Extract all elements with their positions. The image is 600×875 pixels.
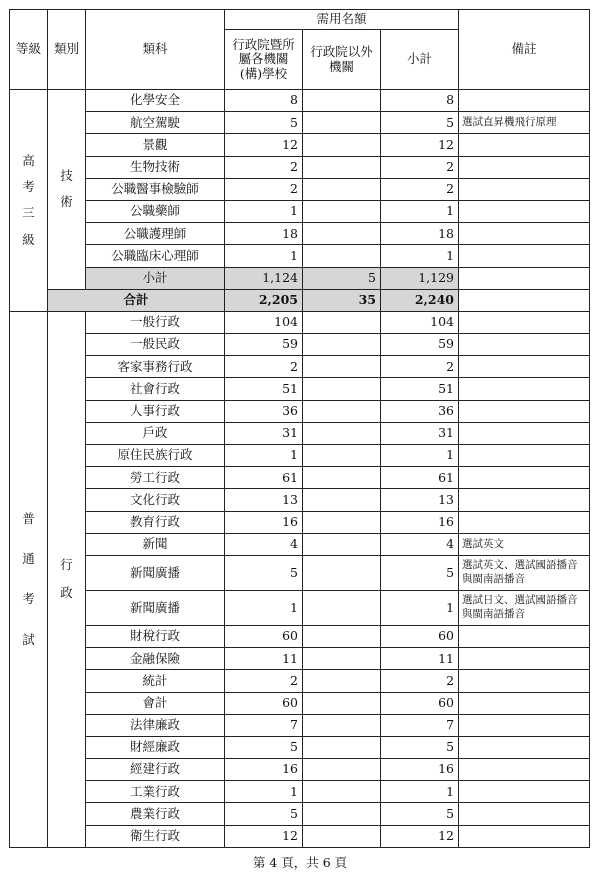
exec-count-cell: 59 (225, 334, 303, 356)
level-cell (10, 311, 48, 847)
subtotal-cell: 5 (381, 736, 459, 758)
exec-count-cell: 104 (225, 311, 303, 333)
exec-count-cell: 12 (225, 825, 303, 847)
subject-cell: 原住民族行政 (86, 445, 225, 467)
other-count-cell (303, 422, 381, 444)
subtotal-cell: 1 (381, 781, 459, 803)
table-row (10, 356, 590, 378)
subtotal-cell: 1 (381, 445, 459, 467)
other-count-cell (303, 245, 381, 267)
table-row (10, 590, 590, 625)
level-cell-char: 考 (22, 179, 35, 195)
exec-count-cell: 1 (225, 200, 303, 222)
subtotal-cell: 61 (381, 467, 459, 489)
other-count-cell (303, 223, 381, 245)
total-sub: 2,240 (381, 289, 459, 311)
other-count-cell (303, 134, 381, 156)
exec-count-cell: 1 (225, 781, 303, 803)
note-cell (459, 648, 590, 670)
table-row (10, 223, 590, 245)
note-cell (459, 289, 590, 311)
subtotal-cell: 2 (381, 156, 459, 178)
note-cell (459, 511, 590, 533)
table-row (10, 670, 590, 692)
subtotal-cell: 1 (381, 200, 459, 222)
level-cell-char: 級 (22, 231, 35, 247)
table-row (10, 489, 590, 511)
level-cell-char: 考 (22, 591, 35, 607)
other-count-cell (303, 590, 381, 625)
other-count-cell (303, 625, 381, 647)
exec-count-cell: 2 (225, 156, 303, 178)
table-row (10, 156, 590, 178)
table-row (10, 511, 590, 533)
header-demand: 需用名額 (225, 10, 459, 30)
other-count-cell (303, 759, 381, 781)
subject-cell: 教育行政 (86, 511, 225, 533)
header-level: 等級 (10, 10, 48, 90)
total-other: 35 (303, 289, 381, 311)
note-cell (459, 223, 590, 245)
level-cell-char: 通 (22, 550, 35, 566)
table-row (10, 90, 590, 112)
subject-cell: 公職藥師 (86, 200, 225, 222)
note-cell (459, 803, 590, 825)
exec-count-cell: 31 (225, 422, 303, 444)
header-type: 類別 (48, 10, 86, 90)
subtotal-cell: 16 (381, 759, 459, 781)
note-cell: 選試英文、選試國語播音與閩南語播音 (459, 555, 590, 590)
subject-cell: 文化行政 (86, 489, 225, 511)
table-row (10, 648, 590, 670)
subtotal-sub: 1,129 (381, 267, 459, 289)
exec-count-cell: 60 (225, 692, 303, 714)
subject-cell: 公職臨床心理師 (86, 245, 225, 267)
other-count-cell (303, 445, 381, 467)
subject-cell: 公職醫事檢驗師 (86, 178, 225, 200)
subtotal-cell: 1 (381, 245, 459, 267)
exec-count-cell: 16 (225, 759, 303, 781)
subject-cell: 新聞廣播 (86, 590, 225, 625)
note-cell (459, 156, 590, 178)
subtotal-cell: 60 (381, 692, 459, 714)
type-cell-char: 政 (60, 585, 73, 601)
subject-cell: 生物技術 (86, 156, 225, 178)
table-row (10, 422, 590, 444)
other-count-cell (303, 825, 381, 847)
subject-cell: 化學安全 (86, 90, 225, 112)
exec-count-cell: 8 (225, 90, 303, 112)
exec-count-cell: 51 (225, 378, 303, 400)
table-row (10, 759, 590, 781)
exec-count-cell: 2 (225, 178, 303, 200)
subtotal-cell: 18 (381, 223, 459, 245)
subtotal-cell: 59 (381, 334, 459, 356)
table-row (10, 803, 590, 825)
exec-count-cell: 1 (225, 445, 303, 467)
other-count-cell (303, 311, 381, 333)
page-footer: 第 4 頁，共 6 頁 (252, 855, 348, 870)
level-cell-char: 試 (22, 631, 35, 647)
other-count-cell (303, 736, 381, 758)
total-label: 合計 (48, 289, 225, 311)
table-row (10, 311, 590, 333)
exec-count-cell: 11 (225, 648, 303, 670)
header-other: 行政院以外機關 (303, 30, 381, 90)
table-row (10, 555, 590, 590)
note-cell (459, 625, 590, 647)
note-cell: 選試直昇機飛行原理 (459, 112, 590, 134)
subject-cell: 航空駕駛 (86, 112, 225, 134)
note-cell: 選試日文、選試國語播音與閩南語播音 (459, 590, 590, 625)
other-count-cell (303, 533, 381, 555)
table-row (10, 533, 590, 555)
note-cell (459, 489, 590, 511)
level-cell-char: 高 (22, 152, 35, 168)
other-count-cell (303, 378, 381, 400)
type-cell-char: 行 (60, 556, 73, 572)
subtotal-cell: 104 (381, 311, 459, 333)
subject-cell: 工業行政 (86, 781, 225, 803)
table-row (10, 467, 590, 489)
note-cell (459, 445, 590, 467)
subtotal-cell: 2 (381, 670, 459, 692)
exec-count-cell: 5 (225, 555, 303, 590)
subject-cell: 一般行政 (86, 311, 225, 333)
other-count-cell (303, 356, 381, 378)
other-count-cell (303, 489, 381, 511)
other-count-cell (303, 334, 381, 356)
table-row (10, 781, 590, 803)
note-cell (459, 378, 590, 400)
subject-cell: 經建行政 (86, 759, 225, 781)
note-cell (459, 714, 590, 736)
total-row (10, 289, 590, 311)
note-cell (459, 245, 590, 267)
exec-count-cell: 5 (225, 803, 303, 825)
subtotal-cell: 5 (381, 112, 459, 134)
exec-count-cell: 60 (225, 625, 303, 647)
note-cell (459, 356, 590, 378)
note-cell (459, 311, 590, 333)
other-count-cell (303, 112, 381, 134)
note-cell (459, 467, 590, 489)
other-count-cell (303, 670, 381, 692)
exec-count-cell: 18 (225, 223, 303, 245)
subject-cell: 法律廉政 (86, 714, 225, 736)
note-cell (459, 736, 590, 758)
table-row (10, 378, 590, 400)
subtotal-cell: 60 (381, 625, 459, 647)
subject-cell: 統計 (86, 670, 225, 692)
level-cell-char: 普 (22, 510, 35, 526)
subject-cell: 財稅行政 (86, 625, 225, 647)
exec-count-cell: 2 (225, 356, 303, 378)
exec-count-cell: 12 (225, 134, 303, 156)
subtotal-cell: 11 (381, 648, 459, 670)
exec-count-cell: 5 (225, 112, 303, 134)
subtotal-cell: 12 (381, 825, 459, 847)
subject-cell: 一般民政 (86, 334, 225, 356)
note-cell (459, 267, 590, 289)
note-cell: 選試英文 (459, 533, 590, 555)
other-count-cell (303, 90, 381, 112)
subject-cell: 人事行政 (86, 400, 225, 422)
subtotal-cell: 2 (381, 356, 459, 378)
subject-cell: 衛生行政 (86, 825, 225, 847)
exec-count-cell: 5 (225, 736, 303, 758)
exec-count-cell: 1 (225, 245, 303, 267)
other-count-cell (303, 648, 381, 670)
table-row (10, 334, 590, 356)
note-cell (459, 825, 590, 847)
subtotal-cell: 13 (381, 489, 459, 511)
exec-count-cell: 2 (225, 670, 303, 692)
table-row (10, 692, 590, 714)
table-row (10, 625, 590, 647)
subject-cell: 財經廉政 (86, 736, 225, 758)
level-cell (10, 90, 48, 312)
table-row (10, 825, 590, 847)
table-row (10, 736, 590, 758)
subtotal-cell: 36 (381, 400, 459, 422)
subtotal-other: 5 (303, 267, 381, 289)
header-subtotal: 小計 (381, 30, 459, 90)
table-row (10, 245, 590, 267)
subject-cell: 景觀 (86, 134, 225, 156)
other-count-cell (303, 467, 381, 489)
subject-cell: 會計 (86, 692, 225, 714)
subtotal-cell: 5 (381, 803, 459, 825)
other-count-cell (303, 400, 381, 422)
subject-cell: 客家事務行政 (86, 356, 225, 378)
subject-cell: 公職護理師 (86, 223, 225, 245)
type-cell (48, 311, 86, 847)
subtotal-row (10, 267, 590, 289)
other-count-cell (303, 781, 381, 803)
other-count-cell (303, 156, 381, 178)
other-count-cell (303, 511, 381, 533)
exec-count-cell: 7 (225, 714, 303, 736)
type-cell-char: 術 (60, 194, 73, 210)
subject-cell: 戶政 (86, 422, 225, 444)
subtotal-label: 小計 (86, 267, 225, 289)
subject-cell: 金融保險 (86, 648, 225, 670)
subject-cell: 新聞 (86, 533, 225, 555)
subtotal-cell: 2 (381, 178, 459, 200)
exec-count-cell: 36 (225, 400, 303, 422)
subtotal-cell: 31 (381, 422, 459, 444)
other-count-cell (303, 555, 381, 590)
subtotal-cell: 4 (381, 533, 459, 555)
note-cell (459, 134, 590, 156)
subject-cell: 勞工行政 (86, 467, 225, 489)
header-subject: 類科 (86, 10, 225, 90)
level-cell-char: 三 (22, 205, 35, 221)
exec-count-cell: 61 (225, 467, 303, 489)
other-count-cell (303, 200, 381, 222)
exec-count-cell: 1 (225, 590, 303, 625)
type-cell (48, 90, 86, 290)
header-note: 備註 (459, 10, 590, 90)
subtotal-cell: 12 (381, 134, 459, 156)
note-cell (459, 692, 590, 714)
table-row (10, 134, 590, 156)
subtotal-cell: 5 (381, 555, 459, 590)
note-cell (459, 670, 590, 692)
header-exec: 行政院暨所屬各機關(構)學校 (225, 30, 303, 90)
table-row (10, 714, 590, 736)
exec-count-cell: 4 (225, 533, 303, 555)
note-cell (459, 90, 590, 112)
table-row (10, 445, 590, 467)
note-cell (459, 400, 590, 422)
exec-count-cell: 13 (225, 489, 303, 511)
total-exec: 2,205 (225, 289, 303, 311)
subtotal-exec: 1,124 (225, 267, 303, 289)
subtotal-cell: 8 (381, 90, 459, 112)
note-cell (459, 422, 590, 444)
quota-table (9, 9, 590, 848)
note-cell (459, 200, 590, 222)
other-count-cell (303, 178, 381, 200)
subtotal-cell: 7 (381, 714, 459, 736)
note-cell (459, 178, 590, 200)
subtotal-cell: 51 (381, 378, 459, 400)
subject-cell: 新聞廣播 (86, 555, 225, 590)
subtotal-cell: 1 (381, 590, 459, 625)
subject-cell: 社會行政 (86, 378, 225, 400)
table-row (10, 112, 590, 134)
note-cell (459, 759, 590, 781)
other-count-cell (303, 692, 381, 714)
exec-count-cell: 16 (225, 511, 303, 533)
subtotal-cell: 16 (381, 511, 459, 533)
type-cell-char: 技 (60, 167, 73, 183)
table-row (10, 200, 590, 222)
note-cell (459, 781, 590, 803)
note-cell (459, 334, 590, 356)
table-row (10, 400, 590, 422)
other-count-cell (303, 803, 381, 825)
subject-cell: 農業行政 (86, 803, 225, 825)
table-row (10, 178, 590, 200)
other-count-cell (303, 714, 381, 736)
